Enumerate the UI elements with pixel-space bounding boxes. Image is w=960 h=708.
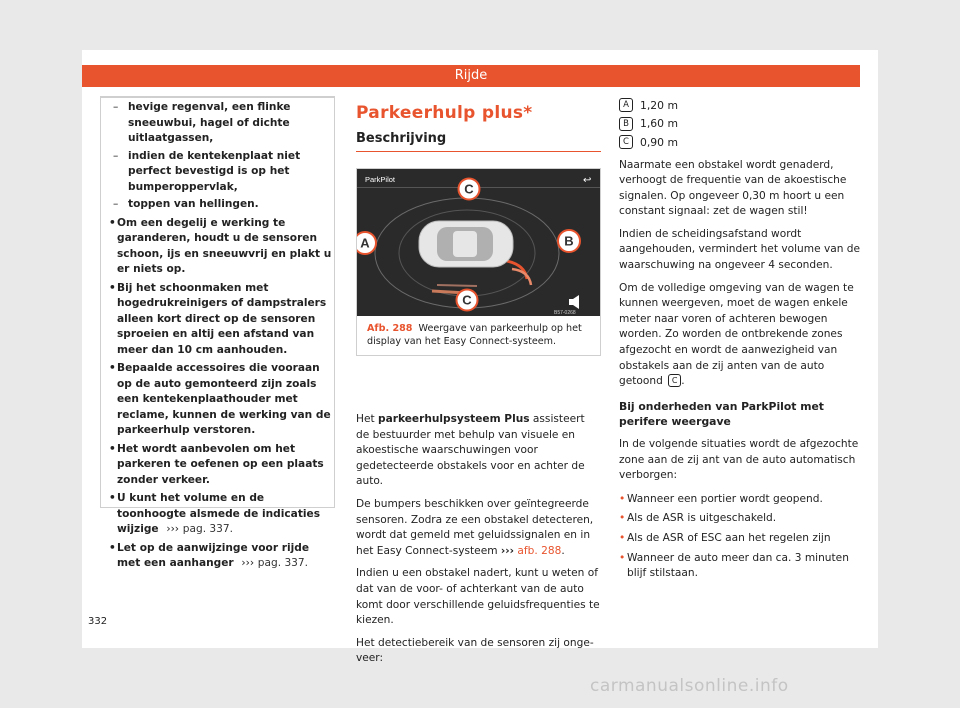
- column-2: [356, 96, 601, 665]
- column-2-text: [356, 412, 601, 674]
- condition-list: [619, 492, 861, 582]
- warning-bullet-volume: [109, 491, 334, 538]
- warning-bullet-trailer: [109, 541, 334, 572]
- distance-value: 1,60 m: [640, 117, 678, 131]
- zone-a-label: A: [360, 235, 370, 251]
- distance-row-a: [619, 96, 861, 115]
- back-icon: ↩: [583, 175, 592, 186]
- system-name: parkeerhulpsysteem Plus: [378, 413, 530, 425]
- arrows-glyph: ›››: [166, 523, 180, 535]
- intro-rest: assisteert de bestuurder met behulp van visuele en akoestische waarschuwingen voor gedetecteerde obstakels voor en achter de auto.: [356, 413, 585, 488]
- warning-bullet-item: • Om een degelij e werking te garanderen, houdt u de sensoren schoon, ijs en sneeuwvrij en plakt u er niets op.: [109, 216, 334, 278]
- warning-dash-item: – indien de kentekenplaat niet perfect bevestigd is op het bumperoppervlak,: [109, 149, 334, 196]
- zone-c-top-badge: [459, 179, 480, 200]
- zone-badge: C: [619, 135, 633, 149]
- distance-row-c: [619, 133, 861, 152]
- distance-value: 1,20 m: [640, 98, 678, 112]
- zone-b-label: B: [564, 233, 574, 249]
- paragraph-range: Het detectiebereik van de sensoren zij onge-veer:: [356, 636, 594, 665]
- paragraph-approach: Naarmate een obstakel wordt genaderd, verhoogt de frequentie van de akoestische signalen. Op ongeveer 0,30 m hoort u een constant signaal: zet de wagen stil!: [619, 158, 847, 218]
- subheading-parkpilot: Bij onderheden van ParkPilot met perifere weergave: [619, 399, 824, 429]
- paragraph-intro: [356, 412, 601, 490]
- zone-badge: A: [619, 98, 633, 112]
- distance-value: 0,90 m: [640, 135, 678, 149]
- warning-list: [109, 100, 334, 572]
- figure-reference-link[interactable]: afb. 288: [517, 544, 562, 557]
- arrows-glyph: ›››: [500, 544, 515, 557]
- distance-row-b: [619, 115, 861, 134]
- figure-code: B57-0268: [554, 310, 576, 316]
- figure-caption-text: Weergave van parkeerhulp op het display van het Easy Connect-systeem.: [367, 323, 582, 347]
- period: .: [681, 375, 685, 388]
- paragraph-hidden-zone: In de volgende situaties wordt de afgezochte zone aan de zij ant van de auto automatisch verborgen:: [619, 438, 859, 482]
- volume-text: U kunt het volume en de toonhoogte alsmede de indicaties wijzige: [117, 492, 321, 535]
- zone-c-top-label: C: [464, 181, 474, 197]
- watermark: carmanualsonline.info: [590, 676, 789, 696]
- warning-bullet-item: • Bepaalde accessoires die vooraan op de auto gemonteerd zijn zoals een kentekenplaathouder met reclame, kunnen de werking van de parkeerhulp verstoren.: [109, 361, 334, 439]
- arrows-glyph: ›››: [241, 557, 255, 569]
- warning-dash-item: – toppen van hellingen.: [109, 197, 334, 213]
- page-reference-link[interactable]: pag. 337.: [257, 557, 309, 569]
- zone-badge: C: [668, 374, 681, 387]
- condition-item: • Wanneer een portier wordt geopend.: [619, 492, 861, 508]
- warning-box: [100, 96, 335, 569]
- zone-b-badge: [558, 230, 580, 252]
- paragraph-surroundings: [619, 281, 861, 390]
- car-topview-icon: [419, 221, 513, 267]
- zone-c-bottom-label: C: [462, 292, 472, 308]
- paragraph-volume: Indien de scheidingsafstand wordt aangehouden, vermindert het volume van de waarschuwing na ongeveer 4 seconden.: [619, 227, 861, 272]
- paragraph-frequency: Indien u een obstakel nadert, kunt u weten of dat van de voor- of achterkant van de auto komt door verschillende geluidsfrequenties te kiezen.: [356, 567, 600, 627]
- condition-item: • Als de ASR of ESC aan het regelen zijn: [619, 531, 861, 547]
- subtitle: Beschrijving: [356, 131, 601, 152]
- zone-c-bottom-badge: [457, 290, 478, 311]
- manual-page: [82, 50, 878, 665]
- intro-prefix: Het: [356, 413, 375, 425]
- zone-a-badge: [357, 232, 376, 254]
- period: .: [561, 544, 565, 557]
- chapter-header: Rijde: [82, 65, 860, 87]
- condition-item: • Als de ASR is uitgeschakeld.: [619, 511, 861, 527]
- page-number: 332: [88, 616, 108, 627]
- warning-dash-item: – hevige regenval, een flinke sneeuwbui, hagel of dichte uitlaatgassen,: [109, 100, 334, 147]
- figure-label: Afb. 288: [367, 323, 413, 334]
- warning-bullet-item: • Bij het schoonmaken met hogedrukreinigers of dampstralers alleen kort direct op de sensoren sproeien en altij een afstand van meer dan 10 cm aanhouden.: [109, 281, 334, 359]
- column-3: [619, 96, 861, 586]
- screen-title: ParkPilot: [365, 175, 396, 184]
- parkpilot-display-image: [357, 169, 600, 316]
- page-reference-link[interactable]: pag. 337.: [182, 523, 234, 535]
- surroundings-text: Om de volledige omgeving van de wagen te kunnen weergeven, moet de wagen enkele meter naar voren of achteren bewogen worden. Zo worden de ontbrekende zones afgezocht en wordt de aanwezigheid van obstakels aan de zij anten van de auto getoond: [619, 281, 854, 388]
- paragraph-sensors: [356, 497, 601, 559]
- figure-288: [356, 168, 601, 356]
- zone-badge: B: [619, 117, 633, 131]
- condition-item: • Wanneer de auto meer dan ca. 3 minuten blijf stilstaan.: [619, 551, 861, 582]
- section-title: Parkeerhulp plus*: [356, 103, 533, 123]
- warning-bullet-item: • Het wordt aanbevolen om het parkeren te oefenen op een plaats zonder verkeer.: [109, 442, 334, 489]
- trailer-text: Let op de aanwijzinge voor rijde met een aanhanger: [117, 541, 310, 569]
- sensors-text: De bumpers beschikken over geïntegreerde sensoren. Zodra ze een obstakel detecteren, wordt dat gemeld met geluidssignalen en in het Easy Connect-systeem: [356, 497, 594, 557]
- figure-caption: [357, 316, 600, 355]
